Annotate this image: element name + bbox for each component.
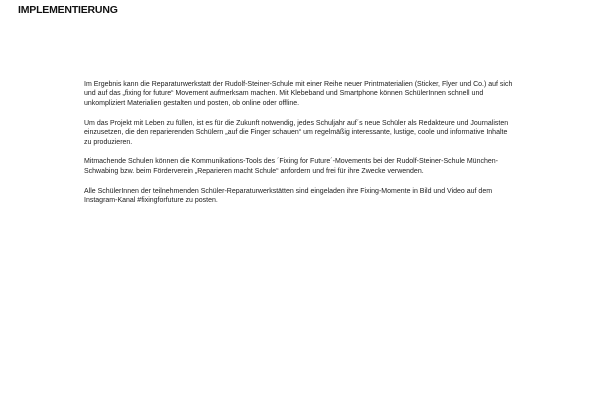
- section-heading: IMPLEMENTIERUNG: [18, 4, 118, 16]
- paragraph-instagram: Alle SchülerInnen der teilnehmenden Schüler-Reparaturwerkstätten sind eingeladen ihre Fixing-Momente in Bild und Video auf dem Instagram-Kanal #fixingforfuture zu posten.: [84, 187, 493, 205]
- paragraph-results: Im Ergebnis kann die Reparaturwerkstatt der Rudolf-Steiner-Schule mit einer Reihe neuer Printmaterialien (Sticker, Flyer und Co.) auf sich und auf das „fixing for future“ Movement aufmerksam machen. Mit Klebeband und Smartphone können SchülerInnen schnell und unkompliziert Materialien gestalten und posten, ob online oder offline.: [84, 81, 513, 107]
- paragraph-future: Um das Projekt mit Leben zu füllen, ist es für die Zukunft notwendig, jedes Schuljahr auf´s neue Schüler als Redakteure und Journalisten einzusetzen, die den reparierenden Schülern „auf die Finger schauen“ um regelmäßig interessante, lustige, coole und informative Inhalte zu produzieren.: [84, 119, 509, 146]
- body-text: [84, 80, 516, 216]
- paragraph-participating-schools: Mitmachende Schulen können die Kommunikations-Tools des ´Fixing for Future´-Movements bei der Rudolf-Steiner-Schule München-Schwabing bzw. beim Förderverein „Reparieren macht Schule“ anfordern und frei für ihre Zwecke verwenden.: [84, 158, 498, 175]
